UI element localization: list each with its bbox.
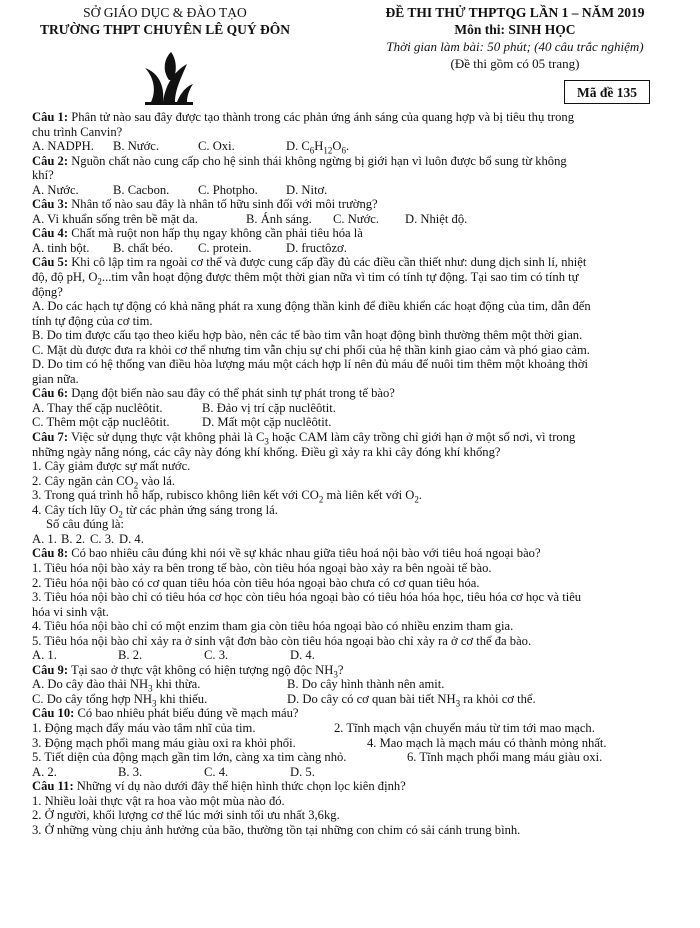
option-a: A. NADPH.	[32, 139, 94, 154]
question-number: Câu 9:	[32, 662, 69, 677]
option-d: D. Nitơ.	[286, 182, 328, 197]
option-d-cont: gian nữa.	[32, 371, 79, 386]
statements-row	[32, 736, 664, 751]
duration-text: Thời gian làm bài: 50 phút; (40 câu trắc nghiệm)	[386, 39, 644, 54]
question-number: Câu 3:	[32, 197, 69, 212]
header-right	[330, 4, 700, 72]
option-b: B. 2.	[61, 531, 86, 546]
question-7: Câu 7: Việc sử dụng thực vật không phải là $C_3$ hoặc CAM làm cây trồng chỉ giới hạn ở một số nơi, vì trong	[32, 430, 576, 447]
question-1	[32, 110, 664, 125]
question-9: Câu 9: Tại sao ở thực vật không có hiện tượng ngộ độc $NH_3$?	[32, 662, 344, 680]
option-a: A. Nước.	[32, 182, 79, 197]
question-number: Câu 6:	[32, 386, 69, 401]
exam-code-box: Mã đề 135	[564, 80, 650, 104]
option-c: C. 4.	[204, 764, 229, 779]
question-number: Câu 7:	[32, 430, 69, 445]
question-4	[32, 226, 664, 241]
question-number: Câu 10:	[32, 706, 75, 721]
option-a: A. 2.	[32, 764, 57, 779]
option-b: B. 3.	[118, 764, 143, 779]
statement-4: 4. Mao mạch là mạch máu có thành mỏng nhất.	[367, 735, 607, 750]
option-b: B. Do cây hình thành nên amit.	[287, 677, 445, 692]
question-10	[32, 706, 664, 721]
statement-6: 6. Tĩnh mạch phổi mang máu giàu oxi.	[407, 750, 603, 765]
question-5	[32, 255, 664, 270]
question-11	[32, 779, 664, 794]
option-a: A. tinh bột.	[32, 240, 90, 255]
option-c: C. Mặt dù được đưa ra khỏi cơ thể nhưng tim vẫn chịu sự chi phối của hệ thần kinh giao cảm và phó giao cảm.	[32, 342, 590, 357]
question-text: Có bao nhiêu câu đúng khi nói về sự khác nhau giữa tiêu hoá nội bào với tiêu hoá ngoại bào?	[68, 546, 541, 561]
question-text-cont: khí?	[32, 168, 54, 183]
question-text: Chất mà ruột non hấp thụ ngay không cần phải tiêu hóa là	[68, 226, 363, 241]
exam-questions	[32, 110, 664, 837]
question-text: Những ví dụ nào dưới đây thể hiện hình thức chọn lọc kiên định?	[73, 779, 406, 794]
option-d: D. fructôzơ.	[286, 240, 347, 255]
question-text-cont: những ngày nắng nóng, các cây này đóng khí khổng. Điều gì xảy ra khi cây đóng khí khổng?	[32, 444, 501, 459]
option-b: B. Nước.	[113, 139, 160, 154]
answer-options	[32, 139, 664, 154]
statement-1: 1. Tiêu hóa nội bào xảy ra bên trong tế bào, còn tiêu hóa ngoại bào xảy ra bên ngoài tế bào.	[32, 560, 492, 575]
question-text: Có bao nhiêu phát biểu đúng về mạch máu?	[74, 706, 299, 721]
question-number: Câu 4:	[32, 226, 69, 241]
option-d: D. Nhiệt độ.	[405, 211, 468, 226]
option-c: C. Nước.	[333, 211, 380, 226]
question-text: Dạng đột biến nào sau đây có thể phát sinh tự phát trong tế bào?	[68, 386, 395, 401]
option-b: B. Cacbon.	[113, 182, 170, 197]
question-2	[32, 154, 664, 169]
option-b: B. Đảo vị trí cặp nuclêôtit.	[202, 400, 336, 415]
option-d: D. Do cây có cơ quan bài tiết $NH_3$ ra khỏi cơ thể.	[287, 691, 536, 709]
question-text: Nhân tố nào sau đây là nhân tố hữu sinh đối với môi trường?	[68, 197, 378, 212]
statement-1: 1. Cây giảm được sự mất nước.	[32, 459, 191, 474]
exam-title: ĐỀ THI THỬ THPTQG LẦN 1 – NĂM 2019	[385, 5, 645, 20]
statement-2: 2. Cây ngăn cản $CO_2$ vào lá.	[32, 473, 175, 491]
option-c: C. Oxi.	[198, 139, 235, 154]
answer-options	[32, 401, 664, 416]
option-b: B. 2.	[118, 648, 143, 663]
answer-options	[32, 692, 664, 707]
statement-2: 2. Tĩnh mạch vận chuyển máu từ tim tới mao mạch.	[334, 720, 595, 735]
option-d: D. 4.	[119, 531, 144, 546]
option-d: D. 5.	[290, 764, 315, 779]
subject-title: Môn thi: SINH HỌC	[454, 22, 576, 37]
answer-options	[32, 648, 664, 663]
school-logo	[143, 50, 195, 106]
answer-options	[32, 765, 664, 780]
question-3	[32, 197, 664, 212]
question-6	[32, 386, 664, 401]
page-count-text: (Đề thi gồm có 05 trang)	[450, 56, 580, 71]
question-number: Câu 2:	[32, 153, 69, 168]
statement-3: 3. Tiêu hóa nội bào chỉ có tiêu hóa cơ học còn tiêu hóa ngoại bào có tiêu hóa hóa học, tiêu hóa cơ học và tiêu	[32, 590, 582, 605]
question-text: Nguồn chất nào cung cấp cho hệ sinh thái không ngừng bị giới hạn vì luôn được bổ sung từ không	[68, 153, 567, 168]
option-d: D. 4.	[290, 648, 315, 663]
question-text-cont: độ, độ pH, $O_2...tim$ vẫn hoạt động được thêm một thời gian nữa vì tim có tính tự động. Tại sao tim có tính tự	[32, 270, 579, 287]
header-left	[0, 4, 330, 38]
statements-row	[32, 750, 664, 765]
question-8	[32, 546, 664, 561]
department-name: SỞ GIÁO DỤC & ĐÀO TẠO	[83, 5, 247, 20]
statement-3: 3. Ở những vùng chịu ảnh hưởng của bão, thường tồn tại những con chim có sải cánh trung bình.	[32, 822, 521, 837]
option-c: C. 3.	[204, 648, 229, 663]
option-a: A. Do các hạch tự động có khả năng phát ra xung động thần kinh để điều khiển các hoạt động của tim, dẫn đến	[32, 299, 591, 314]
question-text-cont: động?	[32, 284, 63, 299]
statement-3-cont: hóa vi sinh vật.	[32, 604, 109, 619]
statement-4: 4. Cây tích lũy $O_2$ từ các phản ứng sáng trong lá.	[32, 502, 278, 520]
option-a: A. Do cây đào thải $NH_3$ khi thừa.	[32, 677, 201, 694]
question-text: Phân tử nào sau đây được tạo thành trong các phản ứng ánh sáng của quang hợp và bị tiêu thụ trong	[68, 110, 574, 124]
option-c: C. 3.	[90, 531, 115, 546]
statement-3: 3. Động mạch phổi mang máu giàu oxi ra khỏi phổi.	[32, 735, 296, 750]
option-a-cont: tính tự động của cơ tim.	[32, 313, 153, 328]
option-c: C. protein.	[198, 240, 252, 255]
question-number: Câu 8:	[32, 546, 69, 561]
statement-4: 4. Tiêu hóa nội bào chỉ có một enzim tham gia còn tiêu hóa ngoại bào có nhiều enzim tham gia.	[32, 619, 514, 634]
question-number: Câu 5:	[32, 255, 69, 270]
option-d: D. Do tim có hệ thống van điều hòa lượng máu một cách hợp lí nên đủ máu để nuôi tim thêm một khoảng thời	[32, 357, 589, 372]
option-a: A. Thay thế cặp nuclêôtit.	[32, 400, 163, 415]
school-name: TRƯỜNG THPT CHUYÊN LÊ QUÝ ĐÔN	[40, 22, 290, 37]
answer-options	[32, 212, 664, 227]
option-b: B. Do tim được cấu tạo theo kiểu hợp bào, nên các tế bào tim vẫn hoạt động bình thường thêm một thời gian.	[32, 328, 583, 343]
statement-5: 5. Tiêu hóa nội bào chỉ xảy ra ở sinh vật đơn bào còn tiêu hóa ngoại bào chỉ xảy ra ở cơ thể đa bào.	[32, 633, 532, 648]
statement-2: 2. Ở người, khối lượng cơ thể lúc mới sinh tối ưu nhất 3,6kg.	[32, 808, 340, 823]
statement-5: 5. Tiết diện của động mạch gần tim lớn, càng xa tim càng nhỏ.	[32, 750, 347, 765]
option-d: D. $C_6H_{12}O_6$.	[286, 139, 350, 156]
option-d: D. Mất một cặp nuclêôtit.	[202, 415, 332, 430]
answer-options	[32, 241, 664, 256]
statement-1: 1. Nhiều loài thực vật ra hoa vào một mùa nào đó.	[32, 793, 285, 808]
option-a: A. Vi khuẩn sống trên bề mặt da.	[32, 211, 198, 226]
question-number: Câu 1:	[32, 110, 69, 124]
statement-1: 1. Động mạch đẩy máu vào tâm nhĩ của tim.	[32, 720, 256, 735]
statement-3: 3. Trong quá trình hô hấp, rubisco không liên kết với $CO_2$ mà liên kết với $O_2$.	[32, 488, 422, 505]
statements-row	[32, 721, 664, 736]
answer-options	[32, 532, 664, 547]
option-c: C. Thêm một cặp nuclêôtit.	[32, 415, 170, 430]
answer-options	[32, 183, 664, 198]
statement-2: 2. Tiêu hóa nội bào có cơ quan tiêu hóa còn tiêu hóa ngoại bào chưa có cơ quan tiêu hóa.	[32, 575, 480, 590]
option-c: C. Do cây tổng hợp $NH_3$ khi thiếu.	[32, 691, 208, 709]
option-c: C. Photpho.	[198, 182, 258, 197]
question-text-cont: chu trình Canvin?	[32, 124, 123, 139]
option-b: B. Ánh sáng.	[246, 211, 312, 226]
count-question: Số câu đúng là:	[46, 517, 124, 532]
option-b: B. chất béo.	[113, 240, 174, 255]
question-number: Câu 11:	[32, 779, 74, 794]
option-a: A. 1.	[32, 648, 57, 663]
question-text: Khi cô lập tim ra ngoài cơ thể và được cung cấp đầy đủ các điều cần thiết như: dung dịch sinh lí, nhiệt	[68, 255, 587, 270]
option-a: A. 1.	[32, 531, 57, 546]
answer-options	[32, 677, 664, 692]
answer-options	[32, 415, 664, 430]
